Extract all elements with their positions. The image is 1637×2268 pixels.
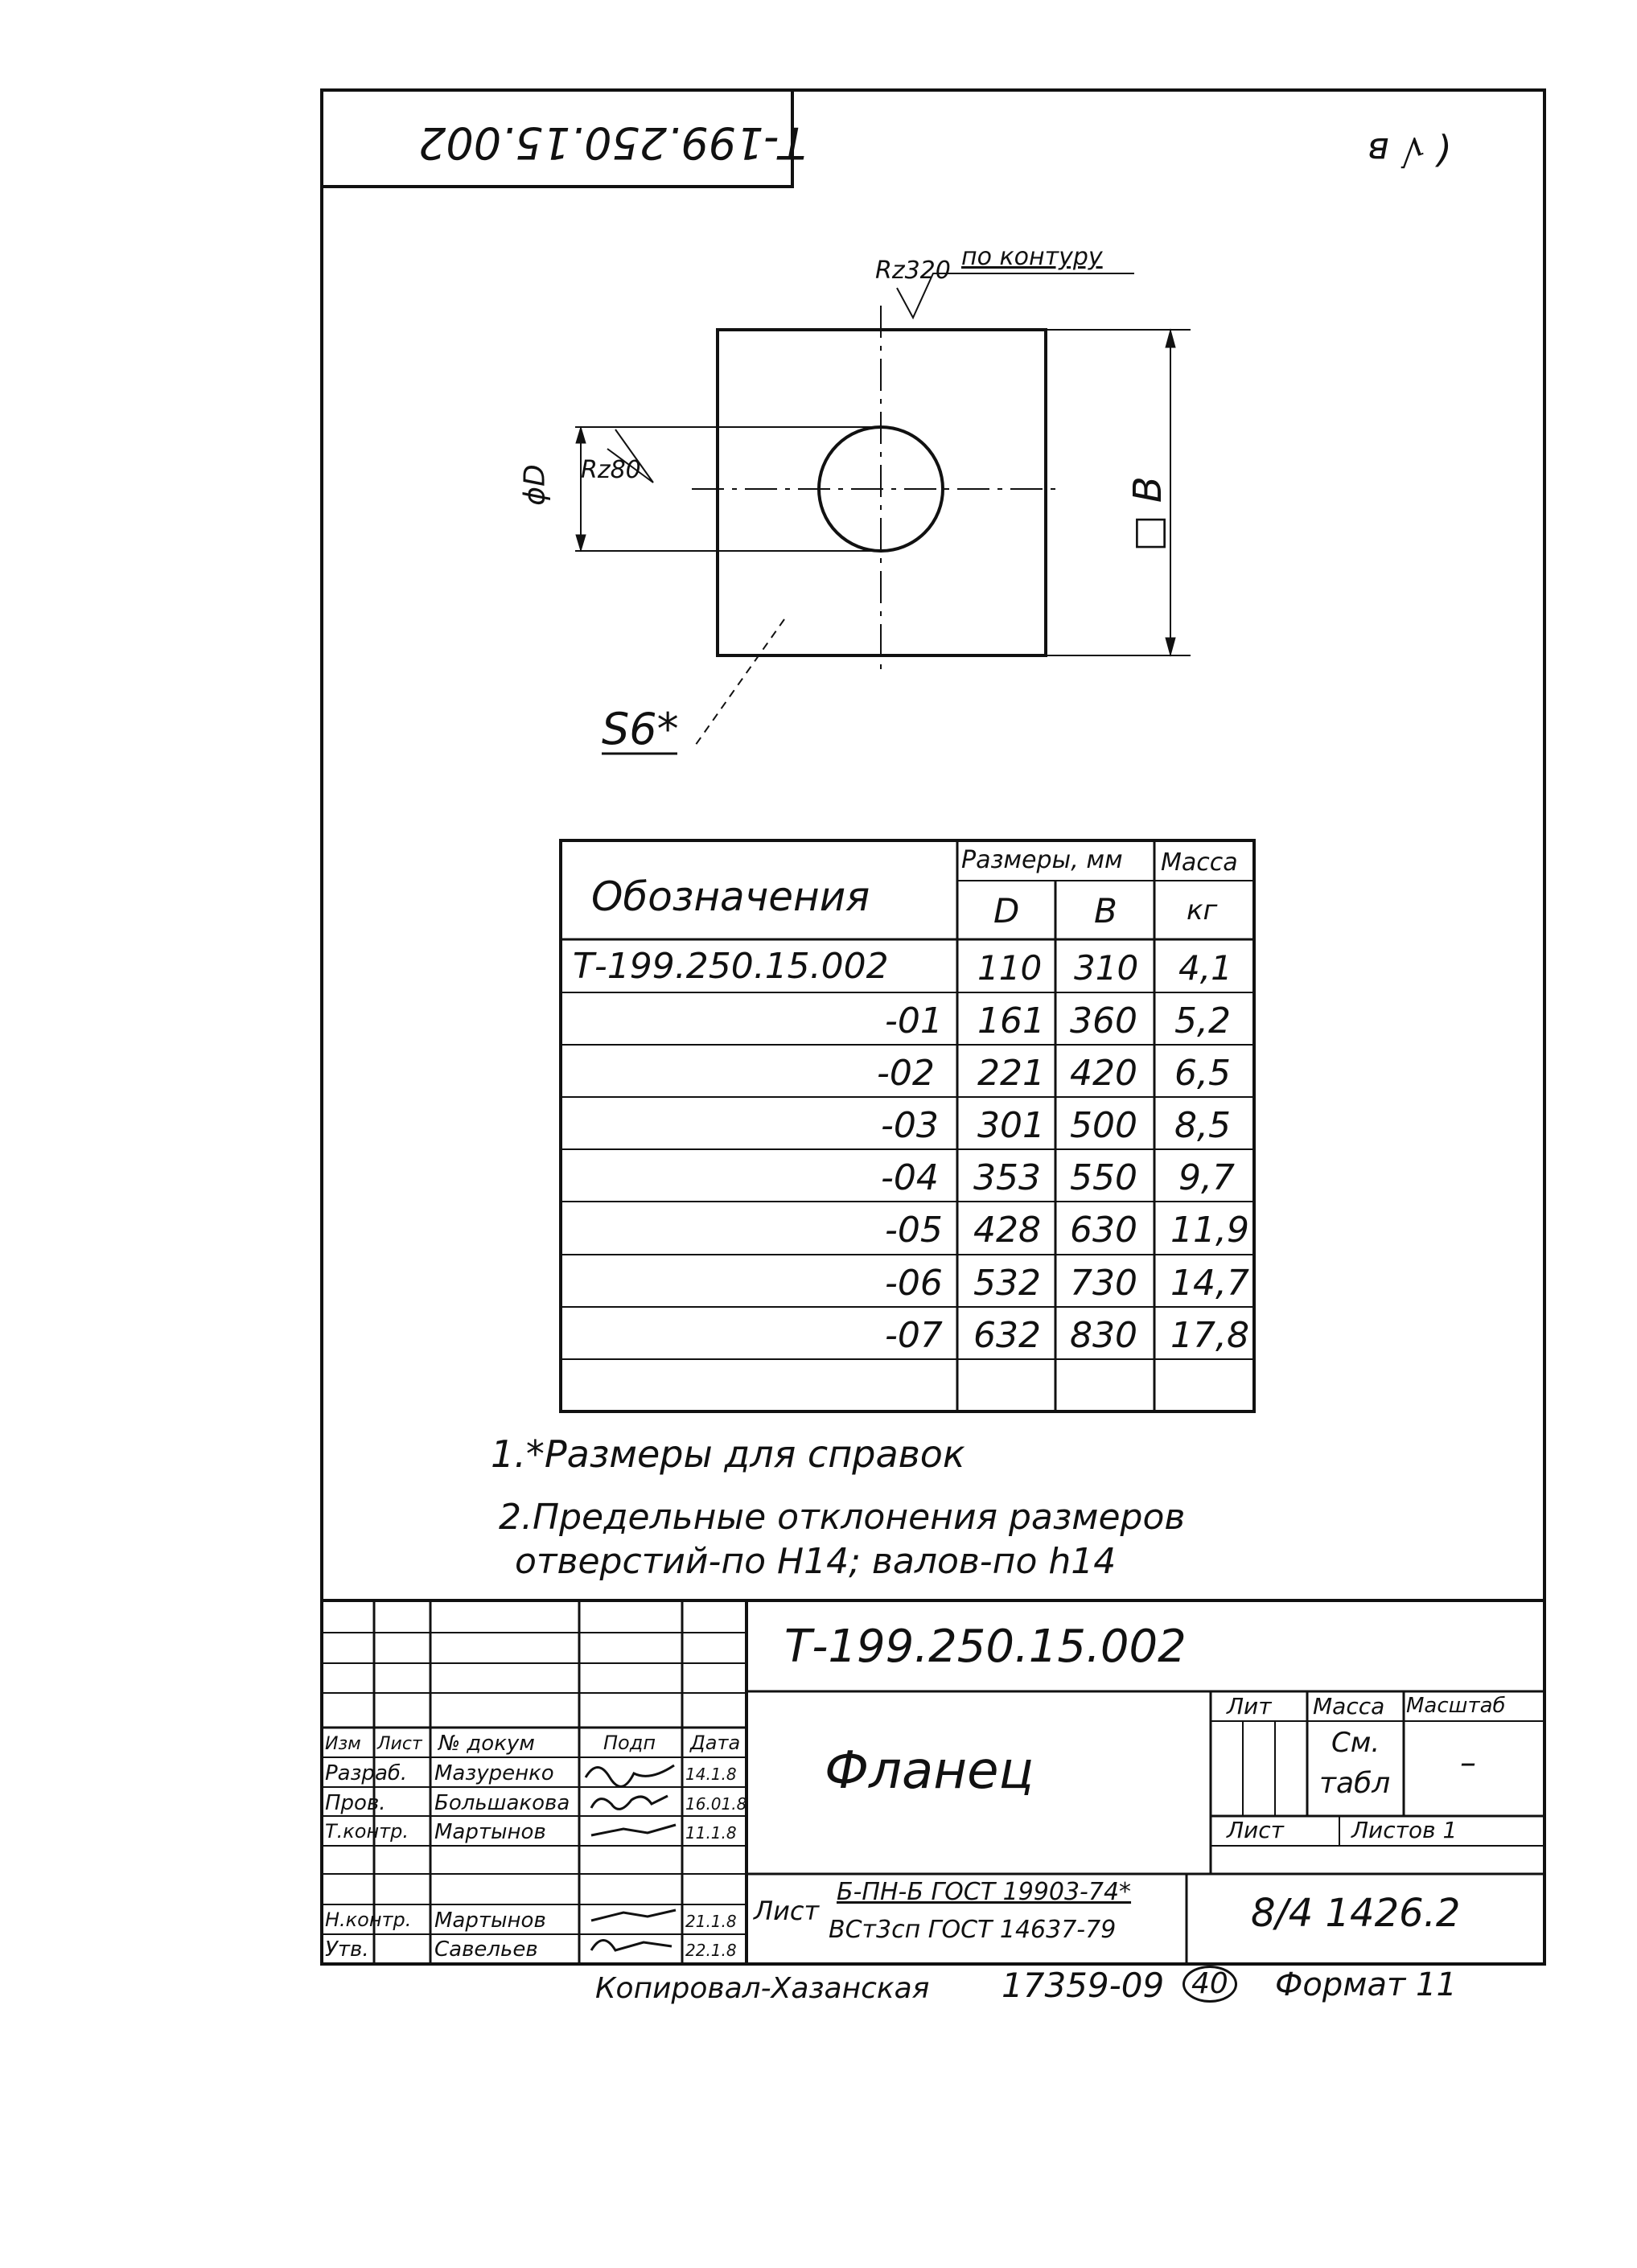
- table-row-mass: 9,7: [1178, 1157, 1235, 1198]
- table-row-designation: -05: [885, 1210, 943, 1251]
- table-row-mass: 11,9: [1170, 1210, 1249, 1251]
- table-row-d: 161: [977, 1000, 1045, 1042]
- approval-date: 22.1.8: [685, 1941, 737, 1960]
- footer-format: Формат 11: [1275, 1966, 1457, 2003]
- table-row-b: 420: [1070, 1053, 1137, 1094]
- approval-role: Разраб.: [325, 1761, 408, 1785]
- org-code: 8/4 1426.2: [1251, 1891, 1461, 1936]
- hdr-docnum: № докум: [438, 1732, 535, 1756]
- approval-name: Мазуренко: [434, 1761, 554, 1785]
- approval-role: Пров.: [325, 1791, 386, 1815]
- note-2-line-2: отверстий-по Н14; валов-по h14: [515, 1541, 1117, 1582]
- table-row-designation: -07: [885, 1315, 943, 1356]
- approval-date: 21.1.8: [685, 1912, 737, 1931]
- footer-sheet-number: 40: [1183, 1966, 1237, 2003]
- note-2-line-1: 2.Предельные отклонения размеров: [499, 1497, 1186, 1538]
- table-header-mass: Масса: [1161, 848, 1238, 877]
- table-row-d: 301: [977, 1105, 1045, 1146]
- approval-role: Утв.: [325, 1937, 369, 1962]
- approval-name: Мартынов: [434, 1908, 546, 1933]
- table-row-mass: 4,1: [1178, 948, 1232, 988]
- table-row-b: 630: [1070, 1210, 1137, 1251]
- thickness-label: S6*: [602, 704, 679, 754]
- sheet-label: Лист: [1227, 1817, 1284, 1843]
- material-line-2: ВСт3сп ГОСТ 14637-79: [829, 1916, 1117, 1944]
- approval-name: Савельев: [434, 1937, 538, 1962]
- table-row-b: 500: [1070, 1105, 1137, 1146]
- approval-date: 14.1.8: [685, 1765, 737, 1784]
- table-row-b: 360: [1070, 1000, 1137, 1042]
- table-row-designation: -03: [881, 1105, 939, 1146]
- approval-name: Большакова: [434, 1791, 570, 1815]
- table-header-designation: Обозначения: [591, 873, 870, 920]
- thickness-leader: [693, 619, 784, 748]
- lit-label: Лит: [1227, 1693, 1272, 1719]
- table-row-mass: 6,5: [1174, 1053, 1231, 1094]
- table-header-d: D: [993, 891, 1020, 931]
- hdr-sheet: Лист: [377, 1734, 422, 1754]
- table-row-designation: -06: [885, 1263, 943, 1304]
- part-name: Фланец: [825, 1741, 1034, 1801]
- roughness-contour-label: Rz320: [875, 257, 951, 285]
- scale-value: –: [1460, 1744, 1476, 1781]
- table-row-d: 110: [977, 948, 1043, 988]
- table-header-mass-unit: кг: [1187, 894, 1218, 927]
- table-row-mass: 5,2: [1174, 1000, 1231, 1042]
- table-row-designation: -02: [877, 1053, 935, 1094]
- approval-date: 16.01.8: [685, 1794, 747, 1814]
- hdr-date: Дата: [690, 1732, 741, 1754]
- corner-stamp-number: Т-199.250.15.002: [418, 117, 806, 168]
- corner-check-marks: ( √ в: [1368, 129, 1451, 173]
- approval-date: 11.1.8: [685, 1823, 737, 1843]
- table-row-mass: 17,8: [1170, 1315, 1249, 1356]
- table-header-b: В: [1094, 891, 1117, 931]
- note-1: 1.*Размеры для справок: [491, 1432, 965, 1476]
- mass-label: Масса: [1313, 1693, 1385, 1719]
- table-row-mass: 14,7: [1170, 1263, 1249, 1304]
- hdr-sign: Подп: [603, 1732, 656, 1754]
- sheets-label: Листов 1: [1351, 1817, 1458, 1843]
- footer-order-number: 17359-09: [1002, 1966, 1165, 2005]
- approval-role: Т.контр.: [325, 1820, 409, 1843]
- table-row-d: 428: [973, 1210, 1041, 1251]
- table-row-b: 830: [1070, 1315, 1137, 1356]
- table-row-designation: -04: [881, 1157, 939, 1198]
- doc-number: Т-199.250.15.002: [784, 1621, 1187, 1673]
- roughness-hole-label: Rz80: [581, 456, 641, 484]
- approval-name: Мартынов: [434, 1820, 546, 1844]
- hdr-change: Изм: [325, 1734, 361, 1754]
- mass-value-2: табл: [1319, 1767, 1391, 1800]
- table-row-mass: 8,5: [1174, 1105, 1231, 1146]
- table-row-b: 730: [1070, 1263, 1137, 1304]
- table-row-designation: Т-199.250.15.002: [573, 946, 889, 987]
- table-row-b: 310: [1074, 948, 1139, 988]
- table-row-d: 221: [977, 1053, 1045, 1094]
- roughness-contour-note: по контуру: [961, 243, 1103, 271]
- material-line-1: Б-ПН-Б ГОСТ 19903-74*: [837, 1878, 1132, 1906]
- table-header-sizes: Размеры, мм: [961, 846, 1123, 874]
- diameter-dimension: ϕD: [518, 464, 552, 506]
- footer-copied-by: Копировал-Хазанская: [595, 1972, 930, 2005]
- table-row-d: 532: [973, 1263, 1041, 1304]
- mass-value-1: См.: [1331, 1727, 1380, 1759]
- side-dimension: □ В: [1125, 476, 1170, 552]
- table-row-designation: -01: [885, 1000, 943, 1042]
- table-row-d: 632: [973, 1315, 1041, 1356]
- scale-label: Масштаб: [1406, 1694, 1506, 1718]
- material-prefix: Лист: [754, 1896, 820, 1926]
- approval-role: Н.контр.: [325, 1908, 412, 1931]
- table-row-b: 550: [1070, 1157, 1137, 1198]
- table-row-d: 353: [973, 1157, 1041, 1198]
